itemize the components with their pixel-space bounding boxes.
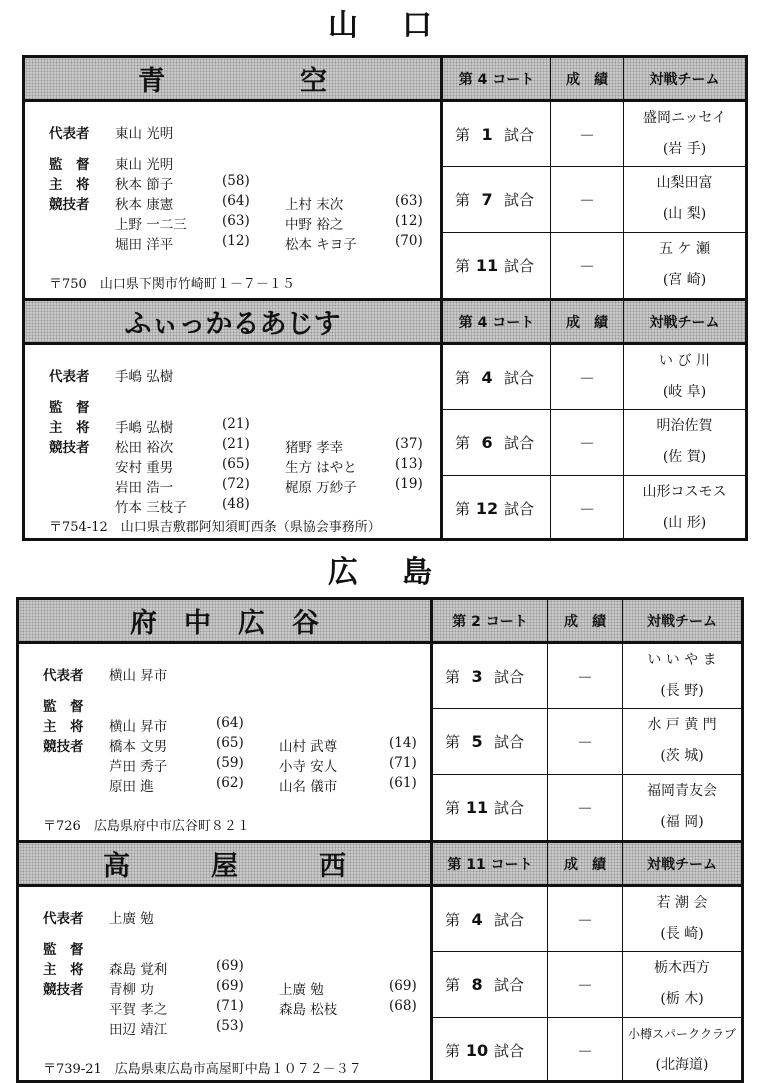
player-name: 梶原 万紗子	[285, 480, 357, 496]
match-prefix: 第	[445, 910, 461, 929]
match-no: 7	[481, 189, 493, 209]
opponent-prefecture: (茨 城)	[660, 748, 704, 765]
opponent-name: 福岡青友会	[647, 783, 717, 800]
player-age: (64)	[222, 193, 250, 209]
player-age: (14)	[389, 735, 417, 751]
opponent-header: 対戦チーム	[647, 856, 717, 873]
opponent-cell	[624, 410, 745, 474]
match-no: 11	[465, 797, 489, 817]
match-result: －	[548, 887, 623, 951]
match-result: －	[548, 709, 623, 773]
match-number	[443, 102, 551, 166]
match-number	[443, 233, 551, 298]
player-name: 田辺 靖江	[109, 1022, 168, 1038]
opponent-cell	[624, 233, 745, 298]
match-prefix: 第	[455, 256, 471, 275]
player-age: (69)	[216, 978, 244, 994]
player-age: (13)	[395, 456, 423, 472]
match-row	[433, 887, 741, 952]
player-name: 原田 進	[109, 779, 154, 795]
match-row	[443, 167, 745, 232]
match-result: －	[551, 102, 624, 166]
match-result: －	[551, 233, 624, 298]
player-name: 堀田 洋平	[115, 237, 174, 253]
captain-label: 主 将	[43, 962, 84, 978]
player-name: 上野 一二三	[115, 217, 187, 233]
player-age: (61)	[389, 775, 417, 791]
match-number	[443, 167, 551, 231]
opponent-prefecture: (福 岡)	[660, 814, 704, 831]
match-no: 5	[471, 731, 483, 751]
team-name: 高 屋 西	[19, 843, 430, 887]
team-roster	[25, 345, 440, 541]
match-schedule	[433, 600, 741, 840]
team-section	[25, 58, 745, 301]
opponent-prefecture: (山 形)	[662, 515, 707, 532]
director-label: 監 督	[43, 699, 84, 715]
opponent-name: 五 ケ 瀬	[659, 241, 710, 258]
match-prefix: 第	[445, 667, 461, 686]
opponent-cell	[623, 887, 741, 951]
team-address: 〒739-21 広島県東広島市高屋町中島１０７２－３７	[43, 1062, 362, 1077]
player-name: 上廣 勉	[279, 982, 324, 998]
opponent-name: 小樽スパーククラブ	[627, 1027, 736, 1042]
match-result: －	[551, 345, 624, 409]
match-suffix: 試合	[494, 798, 525, 817]
player-age: (12)	[222, 233, 250, 249]
opponent-name: 若 潮 会	[656, 895, 708, 912]
player-name: 安村 重男	[115, 460, 174, 476]
director-label: 監 督	[43, 942, 84, 958]
match-number	[433, 1018, 548, 1083]
player-age: (37)	[395, 436, 423, 452]
match-suffix: 試合	[504, 433, 535, 452]
match-prefix: 第	[445, 975, 461, 994]
player-name: 青柳 功	[109, 982, 154, 998]
player-age: (65)	[216, 735, 244, 751]
match-number	[433, 887, 548, 951]
match-row	[443, 233, 745, 298]
match-schedule	[443, 301, 745, 541]
match-suffix: 試合	[494, 910, 525, 929]
player-name: 上村 末次	[285, 197, 344, 213]
player-age: (53)	[216, 1018, 244, 1034]
players-label: 競技者	[49, 440, 90, 456]
court-header: 第 4 コート	[443, 301, 551, 342]
match-schedule	[433, 843, 741, 1083]
match-result: －	[548, 1018, 623, 1083]
captain-age: (21)	[222, 416, 250, 432]
team-section	[19, 843, 741, 1083]
match-prefix: 第	[445, 732, 461, 751]
player-age: (12)	[395, 213, 423, 229]
player-age: (63)	[395, 193, 423, 209]
player-age: (48)	[222, 496, 250, 512]
team-info-panel	[25, 58, 443, 298]
captain-label: 主 将	[43, 719, 84, 735]
match-number	[443, 345, 551, 409]
opponent-name: 水 戸 黄 門	[647, 717, 717, 734]
match-number	[443, 410, 551, 474]
captain-age: (69)	[216, 958, 244, 974]
opponent-cell	[624, 102, 745, 166]
opponent-prefecture: (北海道)	[655, 1057, 709, 1074]
team-address: 〒726 広島県府中市広谷町８２１	[43, 819, 250, 834]
opponent-cell	[624, 476, 745, 541]
court-header: 第 4 コート	[443, 58, 551, 99]
match-prefix: 第	[445, 798, 461, 817]
director-name: 東山 光明	[115, 157, 174, 173]
match-no: 11	[475, 255, 499, 275]
opponent-cell	[624, 167, 745, 231]
player-name: 森島 松枝	[279, 1002, 338, 1018]
player-age: (72)	[222, 476, 250, 492]
prefecture-title: 広島	[328, 555, 476, 590]
representative-label: 代表者	[43, 911, 84, 927]
captain-name: 秋本 節子	[115, 177, 174, 193]
player-name: 竹本 三枝子	[115, 500, 187, 516]
match-suffix: 試合	[504, 190, 535, 209]
opponent-cell	[623, 1018, 741, 1083]
opponent-header: 対戦チーム	[649, 314, 720, 331]
match-suffix: 試合	[494, 732, 525, 751]
director-label: 監 督	[49, 157, 90, 173]
player-age: (70)	[395, 233, 423, 249]
match-suffix: 試合	[504, 125, 535, 144]
match-no: 8	[471, 974, 483, 994]
player-name: 松本 キヨ子	[285, 237, 357, 253]
match-result: －	[551, 167, 624, 231]
opponent-name: 明治佐賀	[656, 418, 713, 435]
match-prefix: 第	[455, 190, 471, 209]
match-number	[433, 644, 548, 708]
player-age: (63)	[222, 213, 250, 229]
opponent-cell	[624, 345, 745, 409]
player-age: (69)	[389, 978, 417, 994]
representative-name: 手嶋 弘樹	[115, 369, 174, 385]
opponent-prefecture: (宮 崎)	[662, 272, 707, 289]
team-name: 府 中 広 谷	[19, 600, 430, 644]
opponent-prefecture: (栃 木)	[660, 991, 704, 1008]
opponent-name: 山形コスモス	[642, 484, 727, 501]
captain-name: 手嶋 弘樹	[115, 420, 174, 436]
match-prefix: 第	[455, 433, 471, 452]
opponent-prefecture: (山 梨)	[662, 206, 707, 223]
match-no: 10	[465, 1040, 489, 1060]
match-no: 12	[475, 498, 499, 518]
opponent-header: 対戦チーム	[649, 71, 720, 88]
opponent-prefecture: (長 崎)	[660, 926, 704, 943]
match-row	[433, 952, 741, 1017]
representative-name: 横山 昇市	[109, 668, 168, 684]
players-label: 競技者	[49, 197, 90, 213]
team-name: ふぃっかるあじす	[25, 301, 440, 345]
opponent-cell	[623, 775, 741, 840]
schedule-header	[443, 58, 745, 102]
representative-label: 代表者	[43, 668, 84, 684]
player-name: 松田 裕次	[115, 440, 174, 456]
player-age: (68)	[389, 998, 417, 1014]
opponent-cell	[623, 709, 741, 773]
match-no: 4	[471, 909, 483, 929]
player-age: (59)	[216, 755, 244, 771]
players-label: 競技者	[43, 982, 84, 998]
player-name: 中野 裕之	[285, 217, 344, 233]
player-name: 猪野 孝幸	[285, 440, 344, 456]
opponent-cell	[623, 644, 741, 708]
opponent-prefecture: (岐 阜)	[662, 384, 707, 401]
team-info-panel	[25, 301, 443, 541]
match-suffix: 試合	[504, 368, 535, 387]
opponent-cell	[623, 952, 741, 1016]
match-no: 3	[471, 666, 483, 686]
team-section	[25, 301, 745, 541]
match-no: 6	[481, 432, 493, 452]
match-row	[443, 476, 745, 541]
match-prefix: 第	[445, 1041, 461, 1060]
player-name: 岩田 浩一	[115, 480, 174, 496]
match-suffix: 試合	[494, 975, 525, 994]
captain-label: 主 将	[49, 420, 90, 436]
player-age: (62)	[216, 775, 244, 791]
court-header: 第 11 コート	[433, 843, 548, 884]
match-result: －	[548, 775, 623, 840]
captain-label: 主 将	[49, 177, 90, 193]
result-header: 成 績	[551, 301, 624, 342]
opponent-name: 山梨田富	[656, 175, 713, 192]
representative-label: 代表者	[49, 369, 90, 385]
director-label: 監 督	[49, 400, 90, 416]
player-name: 山名 儀市	[279, 779, 338, 795]
representative-name: 東山 光明	[115, 126, 174, 142]
opponent-name: い い や ま	[647, 652, 717, 669]
player-name: 平賀 孝之	[109, 1002, 168, 1018]
captain-name: 森島 覚利	[109, 962, 168, 978]
match-prefix: 第	[455, 499, 471, 518]
match-suffix: 試合	[504, 499, 535, 518]
team-roster	[19, 887, 430, 1083]
schedule-header	[443, 301, 745, 345]
team-name: 青 空	[25, 58, 440, 102]
match-number	[433, 775, 548, 840]
match-suffix: 試合	[494, 667, 525, 686]
match-prefix: 第	[455, 368, 471, 387]
captain-age: (58)	[222, 173, 250, 189]
opponent-prefecture: (佐 賀)	[662, 449, 707, 466]
player-name: 橋本 文男	[109, 739, 168, 755]
match-no: 1	[481, 124, 493, 144]
schedule-header	[433, 600, 741, 644]
team-roster	[25, 102, 440, 298]
player-age: (71)	[216, 998, 244, 1014]
prefecture-block	[16, 597, 744, 1083]
match-result: －	[548, 644, 623, 708]
match-no: 4	[481, 367, 493, 387]
result-header: 成 績	[548, 843, 623, 884]
prefecture-title: 山口	[328, 8, 476, 43]
match-prefix: 第	[455, 125, 471, 144]
match-number	[433, 952, 548, 1016]
match-suffix: 試合	[494, 1041, 525, 1060]
schedule-header	[433, 843, 741, 887]
player-age: (19)	[395, 476, 423, 492]
court-header: 第 2 コート	[433, 600, 548, 641]
match-suffix: 試合	[504, 256, 535, 275]
representative-label: 代表者	[49, 126, 90, 142]
player-age: (65)	[222, 456, 250, 472]
match-result: －	[548, 952, 623, 1016]
match-number	[443, 476, 551, 541]
team-section	[19, 600, 741, 843]
opponent-prefecture: (長 野)	[660, 683, 704, 700]
prefecture-block	[22, 55, 748, 541]
match-row	[443, 345, 745, 410]
opponent-name: 盛岡ニッセイ	[642, 110, 727, 127]
match-row	[433, 709, 741, 774]
match-row	[433, 644, 741, 709]
opponent-name: い び 川	[659, 353, 710, 370]
player-name: 芦田 秀子	[109, 759, 168, 775]
match-row	[433, 1018, 741, 1083]
team-address: 〒754-12 山口県吉敷郡阿知須町西条（県協会事務所）	[49, 520, 381, 535]
player-name: 小寺 安人	[279, 759, 338, 775]
team-info-panel	[19, 843, 433, 1083]
opponent-name: 栃木西方	[654, 960, 710, 977]
opponent-prefecture: (岩 手)	[662, 141, 707, 158]
player-name: 山村 武尊	[279, 739, 338, 755]
opponent-header: 対戦チーム	[647, 613, 717, 630]
result-header: 成 績	[548, 600, 623, 641]
match-row	[443, 102, 745, 167]
team-roster	[19, 644, 430, 840]
match-result: －	[551, 410, 624, 474]
match-number	[433, 709, 548, 773]
player-name: 生方 はやと	[285, 460, 357, 476]
team-info-panel	[19, 600, 433, 840]
representative-name: 上廣 勉	[109, 911, 154, 927]
player-name: 秋本 康憲	[115, 197, 174, 213]
team-address: 〒750 山口県下関市竹崎町１－７－１５	[49, 277, 295, 292]
match-row	[433, 775, 741, 840]
player-age: (21)	[222, 436, 250, 452]
player-age: (71)	[389, 755, 417, 771]
captain-name: 横山 昇市	[109, 719, 168, 735]
match-result: －	[551, 476, 624, 541]
match-row	[443, 410, 745, 475]
match-schedule	[443, 58, 745, 298]
result-header: 成 績	[551, 58, 624, 99]
players-label: 競技者	[43, 739, 84, 755]
captain-age: (64)	[216, 715, 244, 731]
